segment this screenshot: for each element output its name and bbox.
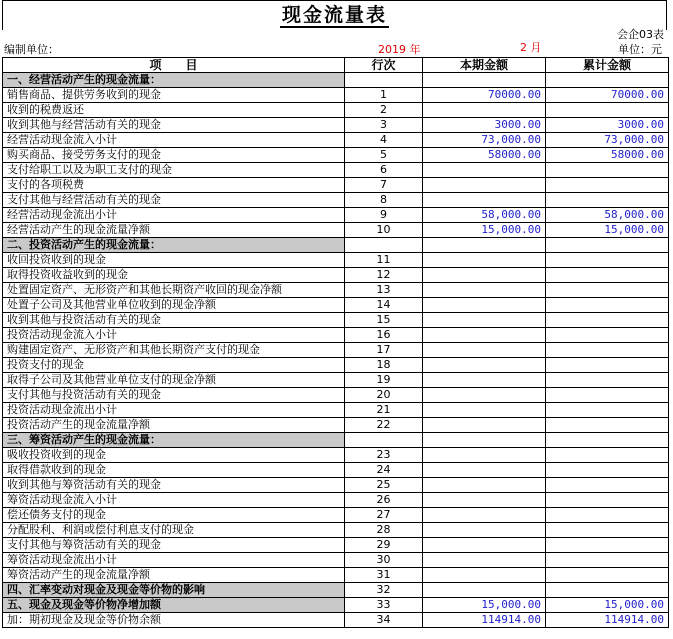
row-line-no-cell[interactable]: 15 xyxy=(345,313,423,328)
row-line-no-cell[interactable]: 34 xyxy=(345,613,423,628)
table-row[interactable] xyxy=(3,88,669,103)
table-row[interactable] xyxy=(3,523,669,538)
row-current-amount-cell[interactable]: 15,000.00 xyxy=(423,223,546,238)
row-item-cell[interactable]: 支付其他与投资活动有关的现金 xyxy=(3,388,345,403)
row-cumulative-amount-cell[interactable] xyxy=(546,73,669,88)
row-item-cell[interactable]: 投资支付的现金 xyxy=(3,358,345,373)
row-item-cell[interactable]: 投资活动现金流出小计 xyxy=(3,403,345,418)
table-row[interactable] xyxy=(3,328,669,343)
row-current-amount-cell[interactable] xyxy=(423,238,546,253)
row-line-no-cell[interactable]: 23 xyxy=(345,448,423,463)
report-title-box xyxy=(2,0,667,30)
row-current-amount-cell[interactable] xyxy=(423,508,546,523)
row-item-cell[interactable]: 购建固定资产、无形资产和其他长期资产支付的现金 xyxy=(3,343,345,358)
row-cumulative-amount-cell[interactable] xyxy=(546,463,669,478)
row-current-amount-cell[interactable] xyxy=(423,493,546,508)
table-row[interactable] xyxy=(3,163,669,178)
table-row[interactable] xyxy=(3,478,669,493)
row-cumulative-amount-cell[interactable]: 3000.00 xyxy=(546,118,669,133)
row-line-no-cell[interactable]: 3 xyxy=(345,118,423,133)
row-item-cell[interactable]: 一、经营活动产生的现金流量： xyxy=(3,73,345,88)
row-line-no-cell[interactable]: 20 xyxy=(345,388,423,403)
table-row[interactable] xyxy=(3,148,669,163)
table-row[interactable] xyxy=(3,448,669,463)
row-cumulative-amount-cell[interactable] xyxy=(546,433,669,448)
row-line-no-cell[interactable] xyxy=(345,433,423,448)
row-item-cell[interactable]: 取得借款收到的现金 xyxy=(3,463,345,478)
row-item-cell[interactable]: 处置固定资产、无形资产和其他长期资产收回的现金净额 xyxy=(3,283,345,298)
row-cumulative-amount-cell[interactable] xyxy=(546,388,669,403)
row-current-amount-cell[interactable] xyxy=(423,403,546,418)
row-item-cell[interactable]: 经营活动现金流出小计 xyxy=(3,208,345,223)
table-row[interactable] xyxy=(3,373,669,388)
row-line-no-cell[interactable]: 33 xyxy=(345,598,423,613)
table-row[interactable] xyxy=(3,223,669,238)
row-item-cell[interactable]: 投资活动产生的现金流量净额 xyxy=(3,418,345,433)
section-row[interactable] xyxy=(3,433,669,448)
row-item-cell[interactable]: 支付给职工以及为职工支付的现金 xyxy=(3,163,345,178)
row-line-no-cell[interactable]: 25 xyxy=(345,478,423,493)
row-item-cell[interactable]: 加：期初现金及现金等价物余额 xyxy=(3,613,345,628)
row-current-amount-cell[interactable] xyxy=(423,463,546,478)
row-line-no-cell[interactable]: 5 xyxy=(345,148,423,163)
row-current-amount-cell[interactable] xyxy=(423,433,546,448)
form-code: 会企03表 xyxy=(617,28,664,41)
row-cumulative-amount-cell[interactable] xyxy=(546,253,669,268)
row-cumulative-amount-cell[interactable] xyxy=(546,178,669,193)
table-row[interactable] xyxy=(3,493,669,508)
row-cumulative-amount-cell[interactable] xyxy=(546,583,669,598)
row-cumulative-amount-cell[interactable] xyxy=(546,103,669,118)
row-cumulative-amount-cell[interactable] xyxy=(546,448,669,463)
table-row[interactable] xyxy=(3,538,669,553)
row-current-amount-cell[interactable] xyxy=(423,523,546,538)
row-line-no-cell[interactable]: 7 xyxy=(345,178,423,193)
table-row[interactable] xyxy=(3,568,669,583)
row-item-cell[interactable]: 四、汇率变动对现金及现金等价物的影响 xyxy=(3,583,345,598)
cash-flow-table xyxy=(2,57,669,628)
row-cumulative-amount-cell[interactable] xyxy=(546,568,669,583)
row-current-amount-cell[interactable]: 58000.00 xyxy=(423,148,546,163)
table-row[interactable] xyxy=(3,358,669,373)
table-row[interactable] xyxy=(3,208,669,223)
row-item-cell[interactable]: 收到其他与筹资活动有关的现金 xyxy=(3,478,345,493)
row-current-amount-cell[interactable] xyxy=(423,388,546,403)
row-item-cell[interactable]: 支付的各项税费 xyxy=(3,178,345,193)
section-row[interactable] xyxy=(3,583,669,598)
header-current-amount: 本期金额 xyxy=(423,58,546,73)
table-row[interactable] xyxy=(3,103,669,118)
row-item-cell[interactable]: 偿还债务支付的现金 xyxy=(3,508,345,523)
row-cumulative-amount-cell[interactable] xyxy=(546,268,669,283)
row-current-amount-cell[interactable]: 73,000.00 xyxy=(423,133,546,148)
row-current-amount-cell[interactable] xyxy=(423,103,546,118)
row-cumulative-amount-cell[interactable] xyxy=(546,523,669,538)
table-row[interactable] xyxy=(3,463,669,478)
row-cumulative-amount-cell[interactable] xyxy=(546,193,669,208)
row-cumulative-amount-cell[interactable] xyxy=(546,328,669,343)
row-item-cell[interactable]: 二、投资活动产生的现金流量： xyxy=(3,238,345,253)
row-current-amount-cell[interactable] xyxy=(423,373,546,388)
row-item-cell[interactable]: 经营活动现金流入小计 xyxy=(3,133,345,148)
row-current-amount-cell[interactable]: 15,000.00 xyxy=(423,598,546,613)
row-line-no-cell[interactable]: 22 xyxy=(345,418,423,433)
row-line-no-cell[interactable]: 30 xyxy=(345,553,423,568)
row-cumulative-amount-cell[interactable]: 58,000.00 xyxy=(546,208,669,223)
row-item-cell[interactable]: 取得投资收益收到的现金 xyxy=(3,268,345,283)
row-item-cell[interactable]: 筹资活动现金流入小计 xyxy=(3,493,345,508)
row-line-no-cell[interactable] xyxy=(345,238,423,253)
table-row[interactable] xyxy=(3,343,669,358)
row-cumulative-amount-cell[interactable] xyxy=(546,373,669,388)
row-line-no-cell[interactable]: 13 xyxy=(345,283,423,298)
row-current-amount-cell[interactable] xyxy=(423,73,546,88)
row-current-amount-cell[interactable] xyxy=(423,418,546,433)
section-row[interactable] xyxy=(3,598,669,613)
row-cumulative-amount-cell[interactable] xyxy=(546,508,669,523)
row-current-amount-cell[interactable]: 58,000.00 xyxy=(423,208,546,223)
section-row[interactable] xyxy=(3,238,669,253)
row-item-cell[interactable]: 收回投资收到的现金 xyxy=(3,253,345,268)
reporting-unit-label: 编制单位： xyxy=(4,43,59,56)
table-row[interactable] xyxy=(3,178,669,193)
row-item-cell[interactable]: 取得子公司及其他营业单位支付的现金净额 xyxy=(3,373,345,388)
header-line-no: 行次 xyxy=(345,58,423,73)
row-line-no-cell[interactable]: 12 xyxy=(345,268,423,283)
row-item-cell[interactable]: 经营活动产生的现金流量净额 xyxy=(3,223,345,238)
table-row[interactable] xyxy=(3,613,669,628)
row-current-amount-cell[interactable] xyxy=(423,298,546,313)
row-cumulative-amount-cell[interactable] xyxy=(546,283,669,298)
row-cumulative-amount-cell[interactable] xyxy=(546,538,669,553)
row-line-no-cell[interactable]: 16 xyxy=(345,328,423,343)
row-line-no-cell[interactable]: 4 xyxy=(345,133,423,148)
row-cumulative-amount-cell[interactable]: 15,000.00 xyxy=(546,223,669,238)
row-line-no-cell[interactable]: 19 xyxy=(345,373,423,388)
table-row[interactable] xyxy=(3,298,669,313)
row-cumulative-amount-cell[interactable] xyxy=(546,493,669,508)
row-item-cell[interactable]: 筹资活动现金流出小计 xyxy=(3,553,345,568)
table-row[interactable] xyxy=(3,268,669,283)
header-cumulative-amount: 累计金额 xyxy=(546,58,669,73)
row-line-no-cell[interactable]: 31 xyxy=(345,568,423,583)
row-cumulative-amount-cell[interactable] xyxy=(546,418,669,433)
row-cumulative-amount-cell[interactable] xyxy=(546,403,669,418)
table-header-row xyxy=(3,58,669,73)
table-row[interactable] xyxy=(3,193,669,208)
row-line-no-cell[interactable] xyxy=(345,73,423,88)
row-line-no-cell[interactable]: 29 xyxy=(345,538,423,553)
row-line-no-cell[interactable]: 14 xyxy=(345,298,423,313)
table-row[interactable] xyxy=(3,253,669,268)
row-line-no-cell[interactable]: 21 xyxy=(345,403,423,418)
row-current-amount-cell[interactable] xyxy=(423,193,546,208)
row-current-amount-cell[interactable] xyxy=(423,343,546,358)
row-item-cell[interactable]: 购买商品、接受劳务支付的现金 xyxy=(3,148,345,163)
row-line-no-cell[interactable]: 9 xyxy=(345,208,423,223)
row-current-amount-cell[interactable] xyxy=(423,283,546,298)
table-row[interactable] xyxy=(3,388,669,403)
table-row[interactable] xyxy=(3,508,669,523)
row-cumulative-amount-cell[interactable] xyxy=(546,478,669,493)
row-line-no-cell[interactable]: 10 xyxy=(345,223,423,238)
row-cumulative-amount-cell[interactable] xyxy=(546,343,669,358)
row-line-no-cell[interactable]: 32 xyxy=(345,583,423,598)
header-item: 项 目 xyxy=(3,58,345,73)
row-current-amount-cell[interactable] xyxy=(423,553,546,568)
table-row[interactable] xyxy=(3,133,669,148)
report-month: 2 月 xyxy=(520,41,542,54)
row-line-no-cell[interactable]: 27 xyxy=(345,508,423,523)
table-row[interactable] xyxy=(3,118,669,133)
row-line-no-cell[interactable]: 1 xyxy=(345,88,423,103)
row-item-cell[interactable]: 销售商品、提供劳务收到的现金 xyxy=(3,88,345,103)
row-current-amount-cell[interactable]: 114914.00 xyxy=(423,613,546,628)
table-row[interactable] xyxy=(3,418,669,433)
row-line-no-cell[interactable]: 26 xyxy=(345,493,423,508)
row-current-amount-cell[interactable] xyxy=(423,538,546,553)
row-item-cell[interactable]: 支付其他与筹资活动有关的现金 xyxy=(3,538,345,553)
row-item-cell[interactable]: 五、现金及现金等价物净增加额 xyxy=(3,598,345,613)
row-current-amount-cell[interactable] xyxy=(423,568,546,583)
row-cumulative-amount-cell[interactable] xyxy=(546,358,669,373)
row-cumulative-amount-cell[interactable]: 73,000.00 xyxy=(546,133,669,148)
row-cumulative-amount-cell[interactable] xyxy=(546,163,669,178)
row-line-no-cell[interactable]: 6 xyxy=(345,163,423,178)
row-current-amount-cell[interactable] xyxy=(423,268,546,283)
row-current-amount-cell[interactable] xyxy=(423,253,546,268)
row-cumulative-amount-cell[interactable] xyxy=(546,298,669,313)
row-current-amount-cell[interactable] xyxy=(423,328,546,343)
row-cumulative-amount-cell[interactable] xyxy=(546,553,669,568)
row-current-amount-cell[interactable] xyxy=(423,163,546,178)
row-item-cell[interactable]: 筹资活动产生的现金流量净额 xyxy=(3,568,345,583)
row-cumulative-amount-cell[interactable] xyxy=(546,313,669,328)
row-line-no-cell[interactable]: 8 xyxy=(345,193,423,208)
row-current-amount-cell[interactable] xyxy=(423,358,546,373)
row-cumulative-amount-cell[interactable]: 114914.00 xyxy=(546,613,669,628)
row-current-amount-cell[interactable] xyxy=(423,583,546,598)
section-row[interactable] xyxy=(3,73,669,88)
row-line-no-cell[interactable]: 2 xyxy=(345,103,423,118)
table-row[interactable] xyxy=(3,283,669,298)
row-current-amount-cell[interactable] xyxy=(423,448,546,463)
row-item-cell[interactable]: 三、筹资活动产生的现金流量： xyxy=(3,433,345,448)
row-line-no-cell[interactable]: 18 xyxy=(345,358,423,373)
table-row[interactable] xyxy=(3,403,669,418)
row-cumulative-amount-cell[interactable]: 15,000.00 xyxy=(546,598,669,613)
row-item-cell[interactable]: 分配股利、利润或偿付利息支付的现金 xyxy=(3,523,345,538)
row-current-amount-cell[interactable]: 70000.00 xyxy=(423,88,546,103)
table-row[interactable] xyxy=(3,553,669,568)
report-year: 2019 年 xyxy=(378,43,421,56)
row-current-amount-cell[interactable]: 3000.00 xyxy=(423,118,546,133)
row-cumulative-amount-cell[interactable]: 58000.00 xyxy=(546,148,669,163)
row-line-no-cell[interactable]: 11 xyxy=(345,253,423,268)
row-item-cell[interactable]: 吸收投资收到的现金 xyxy=(3,448,345,463)
row-item-cell[interactable]: 处置子公司及其他营业单位收到的现金净额 xyxy=(3,298,345,313)
report-title: 现金流量表 xyxy=(281,4,387,26)
row-line-no-cell[interactable]: 17 xyxy=(345,343,423,358)
currency-unit: 单位：元 xyxy=(618,43,662,56)
row-item-cell[interactable]: 收到的税费返还 xyxy=(3,103,345,118)
row-current-amount-cell[interactable] xyxy=(423,178,546,193)
table-row[interactable] xyxy=(3,313,669,328)
row-item-cell[interactable]: 支付其他与经营活动有关的现金 xyxy=(3,193,345,208)
row-cumulative-amount-cell[interactable] xyxy=(546,238,669,253)
row-cumulative-amount-cell[interactable]: 70000.00 xyxy=(546,88,669,103)
row-line-no-cell[interactable]: 28 xyxy=(345,523,423,538)
row-item-cell[interactable]: 收到其他与经营活动有关的现金 xyxy=(3,118,345,133)
row-item-cell[interactable]: 收到其他与投资活动有关的现金 xyxy=(3,313,345,328)
row-item-cell[interactable]: 投资活动现金流入小计 xyxy=(3,328,345,343)
row-current-amount-cell[interactable] xyxy=(423,313,546,328)
row-line-no-cell[interactable]: 24 xyxy=(345,463,423,478)
row-current-amount-cell[interactable] xyxy=(423,478,546,493)
